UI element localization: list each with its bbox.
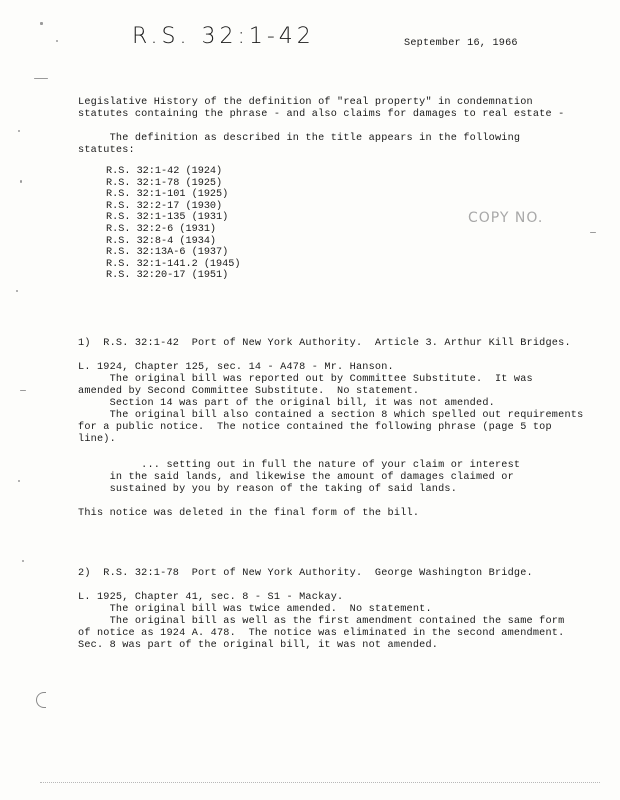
section-closing-line: This notice was deleted in the final form of the bill. xyxy=(78,508,420,519)
section-line: Sec. 8 was part of the original bill, it was not amended. xyxy=(78,640,439,651)
statute-item: R.S. 32:1-141.2 (1945) xyxy=(106,258,241,270)
statute-item: R.S. 32:13A-6 (1937) xyxy=(106,247,229,259)
intro-paragraph-line: The definition as described in the title appears in the following xyxy=(78,133,521,144)
statute-item: R.S. 32:1-135 (1931) xyxy=(106,212,229,224)
statute-item: R.S. 32:2-6 (1931) xyxy=(106,223,217,235)
scan-speck xyxy=(18,480,20,482)
section-line: Section 14 was part of the original bill, it was not amended. xyxy=(78,398,495,409)
statute-item: R.S. 32:2-17 (1930) xyxy=(106,200,223,212)
scan-speck xyxy=(20,180,22,183)
copy-stamp: COPY NO. xyxy=(468,210,544,226)
section-line: L. 1924, Chapter 125, sec. 14 - A478 - Mr. Hanson. xyxy=(78,362,394,373)
statute-item: R.S. 32:1-101 (1925) xyxy=(106,189,229,201)
title-line: statutes containing the phrase - and also claims for damages to real estate - xyxy=(78,109,565,120)
section-line: amended by Second Committee Substitute. No statement. xyxy=(78,386,420,397)
scan-speck xyxy=(40,22,43,25)
statute-list xyxy=(106,166,241,282)
scan-speck xyxy=(22,560,24,562)
section-line: The original bill was reported out by Committee Substitute. It was xyxy=(78,374,533,385)
title-line: Legislative History of the definition of "real property" in condemnation xyxy=(78,97,533,108)
statute-item: R.S. 32:1-78 (1925) xyxy=(106,177,223,189)
section-heading: 1) R.S. 32:1-42 Port of New York Authority. Article 3. Arthur Kill Bridges. xyxy=(78,338,571,349)
scan-edge-line xyxy=(40,782,600,784)
section-line: The original bill as well as the first amendment contained the same form xyxy=(78,616,565,627)
scan-speck xyxy=(16,290,18,292)
quoted-passage-line: in the said lands, and likewise the amount of damages claimed or xyxy=(78,472,514,483)
scan-speck xyxy=(590,232,596,233)
scan-speck xyxy=(34,78,48,79)
document-date: September 16, 1966 xyxy=(404,38,518,49)
section-line: of notice as 1924 A. 478. The notice was eliminated in the second amendment. xyxy=(78,628,565,639)
section-line: line). xyxy=(78,434,116,445)
section-line: The original bill also contained a section 8 which spelled out requirements xyxy=(78,410,584,421)
scan-speck xyxy=(18,130,20,132)
section-line: for a public notice. The notice contained the following phrase (page 5 top xyxy=(78,422,552,433)
scan-speck xyxy=(36,692,46,708)
quoted-passage-line: ... setting out in full the nature of your claim or interest xyxy=(78,460,521,471)
quoted-passage-line: sustained by you by reason of the taking of said lands. xyxy=(78,484,458,495)
statute-item: R.S. 32:8-4 (1934) xyxy=(106,235,217,247)
section-line: The original bill was twice amended. No statement. xyxy=(78,604,432,615)
statute-item: R.S. 32:20-17 (1951) xyxy=(106,270,229,282)
statute-item: R.S. 32:1-42 (1924) xyxy=(106,166,223,177)
section-line: L. 1925, Chapter 41, sec. 8 - S1 - Mackay. xyxy=(78,592,344,603)
intro-paragraph-line: statutes: xyxy=(78,145,135,156)
handwritten-reference: R.S. 32:1-42 xyxy=(132,24,315,49)
section-heading: 2) R.S. 32:1-78 Port of New York Authority. George Washington Bridge. xyxy=(78,568,533,579)
scan-speck xyxy=(20,390,26,391)
scan-speck xyxy=(56,40,58,42)
